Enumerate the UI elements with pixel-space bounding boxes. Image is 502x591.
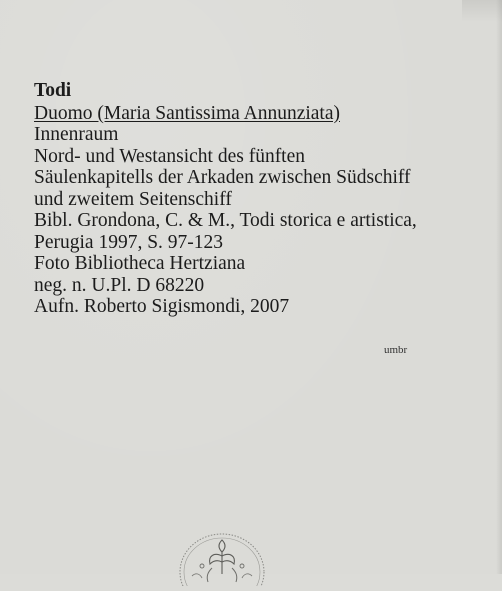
region-stamp: umbr bbox=[384, 344, 408, 356]
record-line-description-2: Säulenkapitells der Arkaden zwischen Südschiff bbox=[34, 167, 411, 188]
record-line-description-1: Nord- und Westansicht des fünften bbox=[34, 145, 306, 167]
record-line-location: Innenraum bbox=[34, 124, 119, 145]
record-line-photo-source: Foto Bibliotheca Hertziana bbox=[34, 253, 246, 274]
record-line-negative-number: neg. n. U.Pl. D 68220 bbox=[34, 274, 205, 296]
catalog-record bbox=[34, 80, 474, 318]
building-name: Duomo (Maria Santissima Annunziata) bbox=[34, 102, 340, 124]
record-line-bibliography-1: Bibl. Grondona, C. & M., Todi storica e artistica, bbox=[34, 210, 417, 231]
library-seal-icon bbox=[172, 526, 272, 586]
record-line-description-3: und zweitem Seitenschiff bbox=[34, 188, 232, 210]
record-line-photographer: Aufn. Roberto Sigismondi, 2007 bbox=[34, 296, 290, 317]
city-title: Todi bbox=[34, 80, 72, 101]
record-line-bibliography-2: Perugia 1997, S. 97-123 bbox=[34, 231, 224, 253]
card-edge-shadow bbox=[496, 0, 502, 574]
